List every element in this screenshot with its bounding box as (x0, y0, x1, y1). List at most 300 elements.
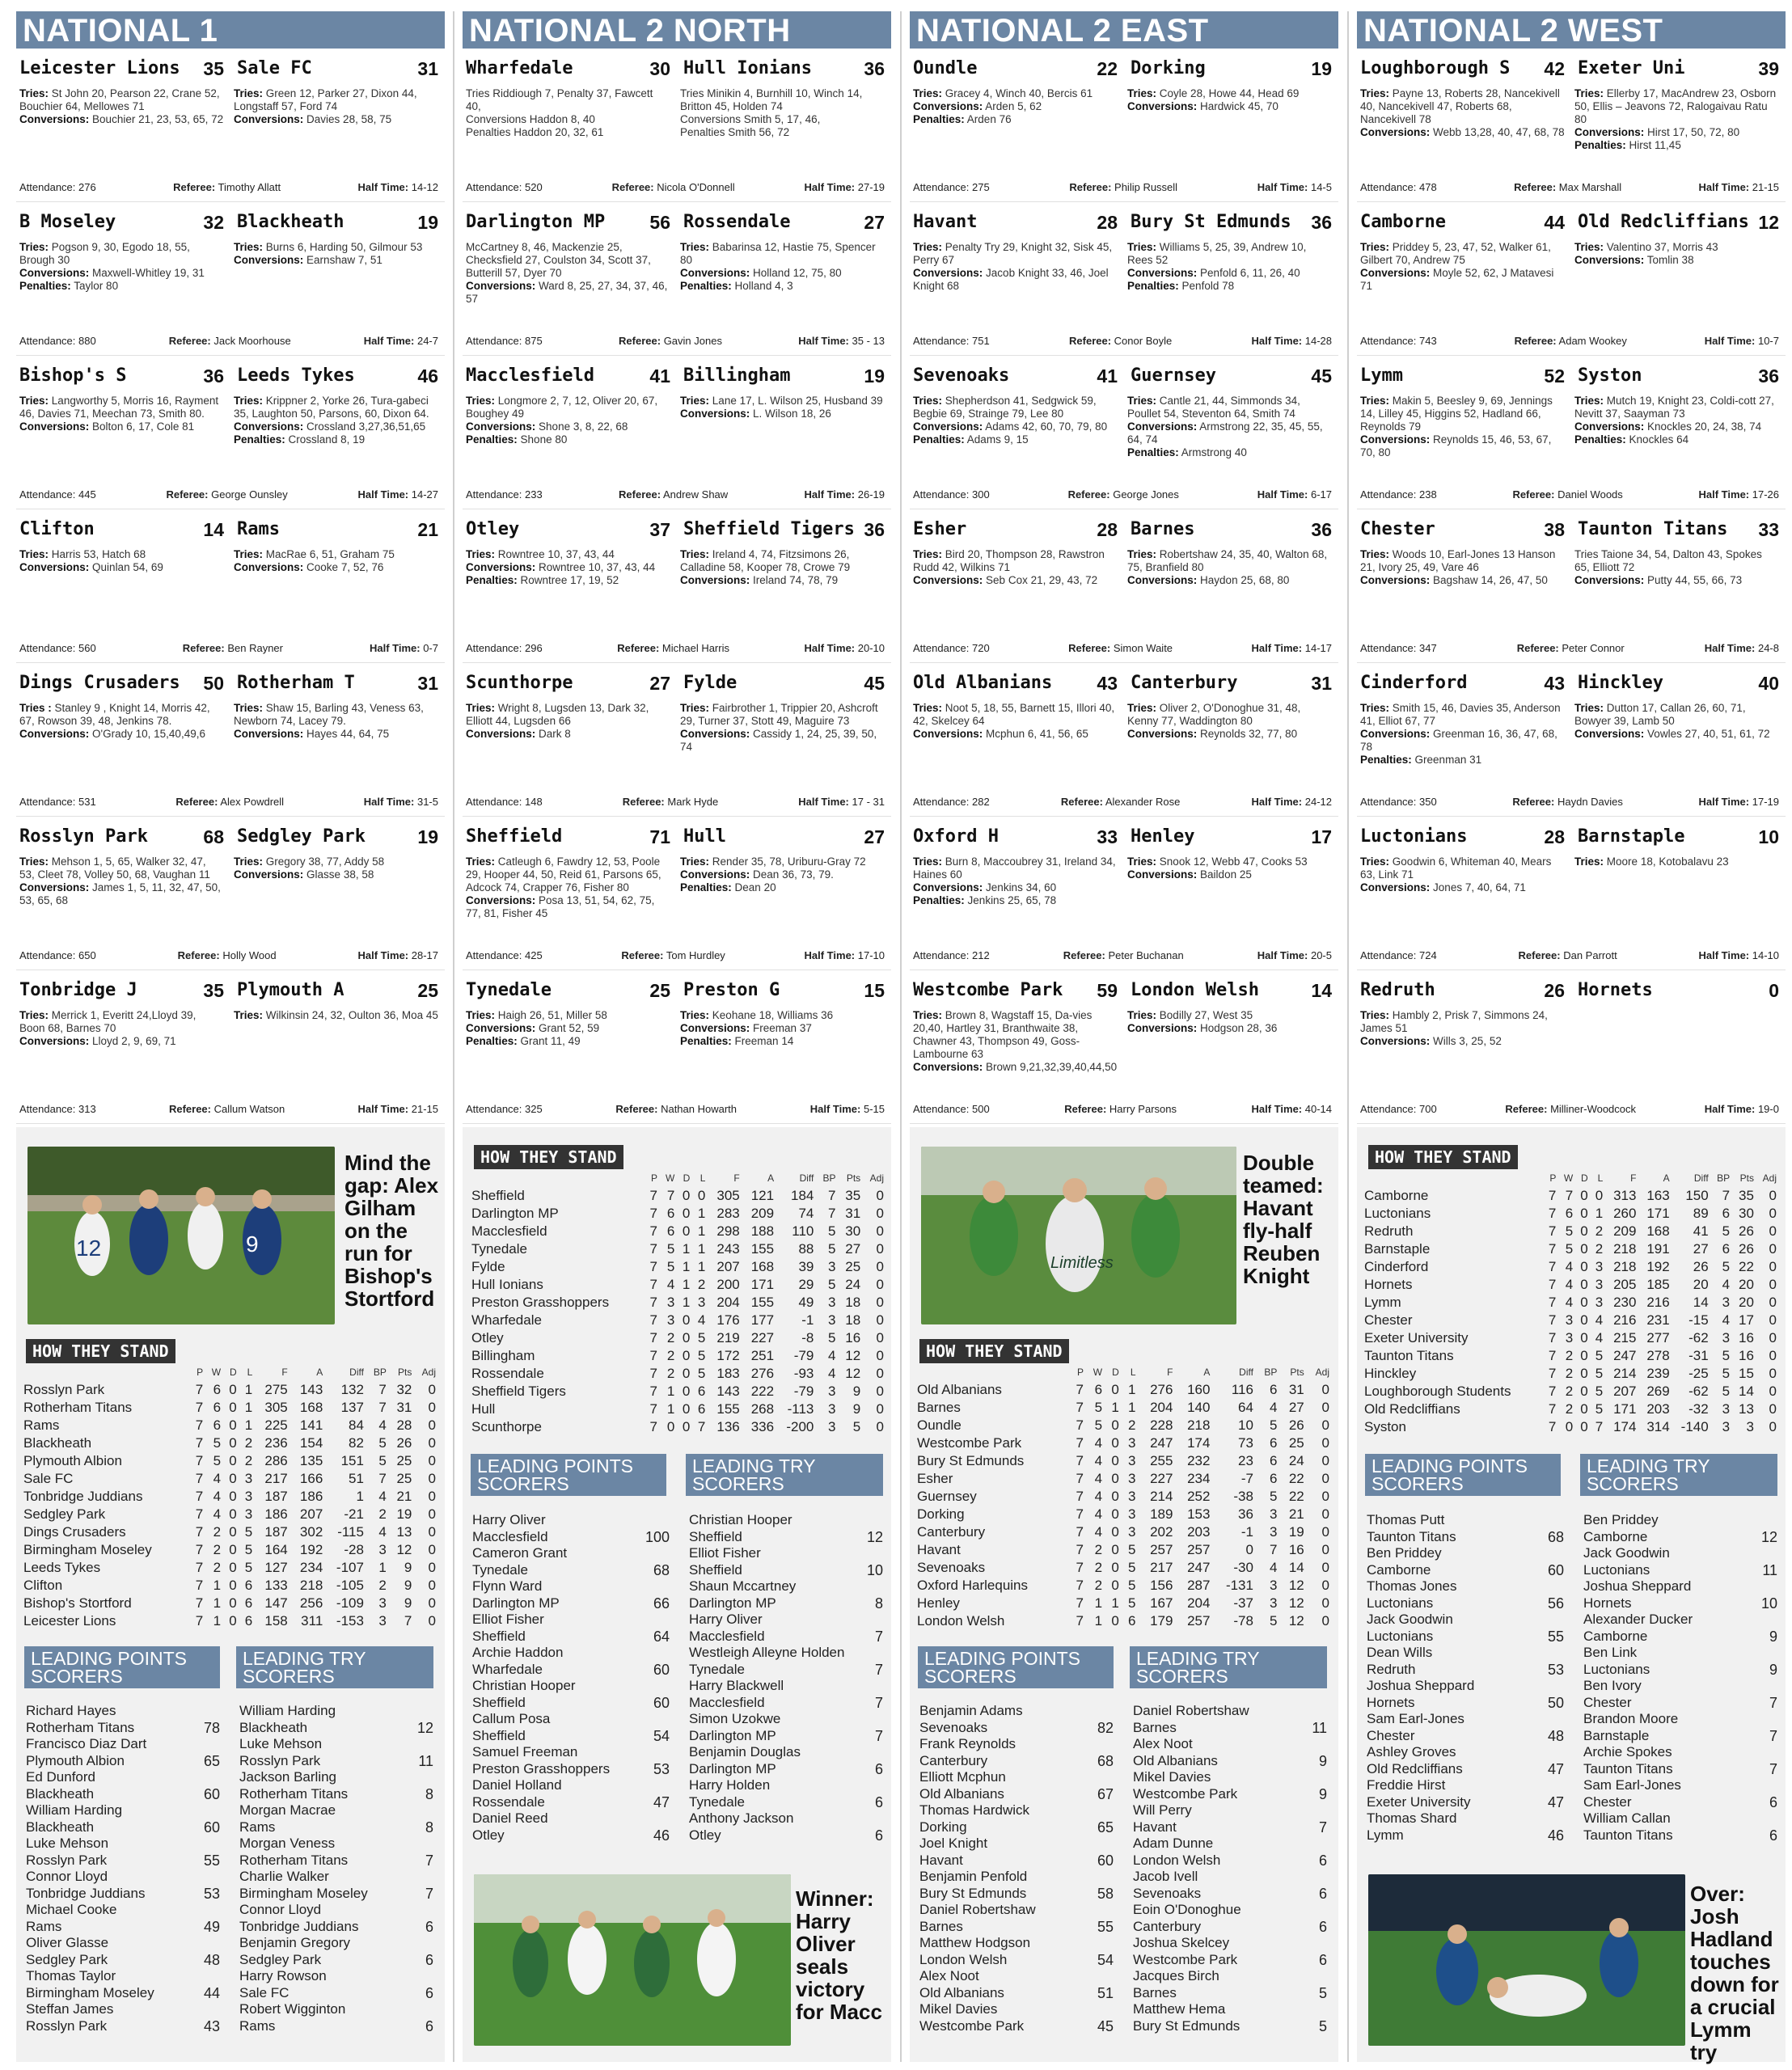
column-header: D (1112, 1367, 1119, 1378)
scorer-line (913, 702, 1118, 728)
player-club-row (1133, 1985, 1327, 2002)
scorer-type-label: Tries: (234, 855, 264, 868)
away-scorers (1571, 548, 1786, 587)
column-title: NATIONAL 2 WEST (1357, 11, 1786, 49)
attendance-value: 720 (972, 642, 990, 654)
scorer-line (466, 1009, 670, 1022)
player-club-row (26, 1819, 220, 1836)
match-report (1357, 817, 1786, 970)
player-name: Thomas Putt (1367, 1512, 1445, 1527)
half-time (364, 796, 438, 808)
scorers (910, 548, 1338, 587)
stat-cell: 167 (1150, 1595, 1173, 1611)
stat-cell: 4 (1595, 1312, 1604, 1328)
match-scoreline (16, 663, 445, 702)
scorers (1357, 548, 1786, 587)
scorer-line (913, 241, 1118, 267)
match-footer (466, 642, 885, 654)
player-club-row (1583, 1662, 1777, 1679)
stat-cell: 143 (716, 1384, 740, 1399)
stat-cell: 19 (1288, 1524, 1304, 1540)
match-scoreline (1357, 970, 1786, 1009)
scorer-line (19, 420, 224, 433)
stat-cell: 0 (1111, 1542, 1119, 1557)
home-scorers (1357, 548, 1571, 587)
half-time-value: 20-10 (857, 642, 885, 654)
home-team (910, 519, 1124, 548)
scorer-line (1127, 87, 1332, 100)
attendance (1360, 796, 1437, 808)
player-club-row (1583, 1728, 1777, 1745)
half-time (810, 1103, 885, 1115)
away-team (230, 212, 445, 241)
player-total: 60 (203, 1785, 220, 1802)
leader-entry (239, 1968, 433, 2001)
scorer-line (234, 420, 438, 433)
leader-entry (1367, 1777, 1564, 1810)
half-time-value: 24-8 (1757, 642, 1779, 654)
stat-cell: -113 (787, 1401, 814, 1417)
stat-cell: 28 (396, 1417, 412, 1433)
player-name: Benjamin Penfold (919, 1869, 1028, 1884)
player-total: 60 (203, 1819, 220, 1836)
stat-cell: 3 (666, 1312, 675, 1328)
scorer-text: Adams 9, 15 (966, 433, 1029, 446)
team-name: Rams (23, 1417, 60, 1433)
player-club: Tynedale (689, 1793, 745, 1810)
scorer-line (1127, 1022, 1332, 1035)
scorer-line (913, 574, 1118, 587)
player-club-row (1367, 1629, 1564, 1645)
stat-cell: 5 (828, 1277, 836, 1292)
column-header: F (1630, 1172, 1637, 1184)
player-club-row (1583, 1794, 1777, 1811)
stat-cell: 0 (1769, 1188, 1777, 1203)
scorer-type-label: Tries: (234, 1009, 264, 1021)
stat-cell: 5 (378, 1435, 387, 1451)
stat-cell: 5 (378, 1453, 387, 1468)
player-name: Frank Reynolds (919, 1736, 1016, 1751)
attendance-value: 148 (525, 796, 543, 808)
leader-entry (1583, 1711, 1777, 1744)
player-club-row (239, 1753, 433, 1770)
scorer-type-label: Penalties: (19, 280, 71, 292)
player-total: 10 (1760, 1595, 1777, 1612)
stat-cell: 18 (845, 1295, 861, 1310)
stat-cell: 172 (716, 1348, 740, 1363)
match-footer (1360, 181, 1779, 193)
stat-cell: -62 (1688, 1384, 1709, 1399)
column-title: NATIONAL 1 (16, 11, 445, 49)
stat-cell: 260 (1613, 1206, 1637, 1221)
player-total: 6 (1318, 1885, 1327, 1902)
match-footer (19, 1103, 438, 1115)
scorer-text: Green 12, Parker 27, Dixon 44, Longstaff 57, Ford 74 (234, 87, 417, 112)
scorer-line (1360, 433, 1565, 459)
scorer-text: Putty 44, 55, 66, 73 (1647, 574, 1743, 586)
scorer-line (913, 87, 1118, 100)
stat-cell: 3 (378, 1542, 387, 1557)
stat-cell: 0 (428, 1578, 436, 1593)
home-scorers (1357, 1009, 1571, 1048)
stat-cell: 6 (244, 1595, 253, 1611)
stat-cell: 4 (1094, 1435, 1103, 1451)
stat-cell: 7 (378, 1400, 387, 1415)
player-club-row (1133, 1720, 1327, 1737)
player-club: Exeter University (1367, 1793, 1471, 1810)
attendance-value: 282 (972, 796, 990, 808)
stat-cell: 0 (1111, 1489, 1119, 1504)
home-score: 27 (649, 673, 670, 694)
scorer-line (913, 855, 1118, 881)
stat-cell: 4 (213, 1506, 222, 1522)
stat-cell: 5 (1269, 1417, 1278, 1433)
scorer-text: Penalties Haddon 20, 32, 61 (466, 126, 604, 138)
referee-label: Referee: (166, 488, 209, 501)
stat-cell: 7 (195, 1453, 204, 1468)
player-club: Sedgley Park (239, 1951, 322, 1967)
away-scorers (1571, 702, 1786, 767)
scorer-text: Wills 3, 25, 52 (1433, 1035, 1502, 1047)
attendance-label: Attendance: (19, 1103, 76, 1115)
player-club: Westcombe Park (919, 2017, 1025, 2034)
stat-cell: 0 (666, 1419, 675, 1434)
stat-cell: 0 (1111, 1382, 1119, 1397)
stat-cell: 9 (404, 1560, 412, 1575)
scorer-line (680, 1009, 885, 1022)
stat-cell: 2 (213, 1560, 222, 1575)
away-scorers (230, 87, 445, 126)
player-club: Rotherham Titans (26, 1719, 135, 1735)
stat-cell: -25 (1688, 1366, 1709, 1381)
stat-cell: 7 (1076, 1489, 1084, 1504)
scorer-type-label: Penalties: (913, 894, 965, 906)
half-time (805, 181, 885, 193)
player-total: 46 (1547, 1827, 1564, 1844)
player-club-row (919, 1852, 1114, 1869)
half-time-value: 14-17 (1304, 642, 1332, 654)
player-total: 47 (653, 1793, 670, 1810)
stat-cell: -115 (337, 1524, 364, 1540)
player-total: 12 (866, 1528, 883, 1545)
team-name: Rossendale (471, 1366, 544, 1381)
leader-entry (1367, 1612, 1564, 1645)
scorer-text: Jenkins 25, 65, 78 (967, 894, 1057, 906)
home-scorers (16, 1009, 230, 1048)
player-club-row (919, 1886, 1114, 1903)
photo-caption: Double teamed: Havant fly-half Reuben Knight (1243, 1151, 1324, 1288)
scorer-line (466, 280, 670, 306)
half-time (358, 488, 438, 501)
attendance-label: Attendance: (19, 949, 76, 961)
scorer-text: Knockles 20, 24, 38, 74 (1647, 420, 1762, 433)
player-total: 6 (874, 1760, 883, 1777)
divider (900, 11, 902, 2062)
scorer-type-label: Tries: (913, 548, 943, 560)
column-header: F (733, 1172, 740, 1184)
player-club: Barnes (919, 1918, 963, 1934)
stat-cell: 3 (1269, 1506, 1278, 1522)
stat-cell: 127 (264, 1560, 288, 1575)
scorer-type-label: Tries: (680, 702, 710, 714)
stat-cell: 216 (1646, 1295, 1670, 1310)
stat-cell: 6 (244, 1578, 253, 1593)
stat-cell: -109 (336, 1595, 364, 1611)
stat-cell: 209 (750, 1206, 775, 1221)
match-report (910, 356, 1338, 509)
stat-cell: 7 (1548, 1259, 1557, 1274)
stat-cell: 4 (1565, 1295, 1574, 1310)
away-team (1571, 365, 1786, 395)
stat-cell: 232 (1187, 1453, 1211, 1468)
referee (623, 796, 719, 808)
column-header: BP (822, 1172, 836, 1184)
scorer-text: Stanley 9 , Knight 14, Morris 42, 67, Rowson 39, 48, Jenkins 78. (19, 702, 210, 727)
table-row (1362, 1383, 1779, 1400)
stat-cell: 31 (396, 1400, 412, 1415)
player-club: Tynedale (472, 1561, 528, 1578)
stat-cell: 22 (1739, 1259, 1754, 1274)
half-time-label: Half Time: (1251, 796, 1303, 808)
player-club: Hornets (1583, 1595, 1632, 1611)
stat-cell: 0 (1111, 1471, 1119, 1486)
player-total: 6 (425, 1918, 433, 1935)
player-club: Darlington MP (689, 1760, 776, 1776)
match-footer (466, 488, 885, 501)
player-club: Tonbridge Juddians (239, 1918, 359, 1934)
scorer-type-label: Tries: (1127, 241, 1157, 253)
home-score: 14 (203, 519, 224, 540)
team-name: Exeter University (1364, 1330, 1469, 1346)
player-club-row (689, 1728, 883, 1745)
scorer-text: Earnshaw 7, 51 (306, 254, 382, 266)
stat-cell: 7 (1548, 1384, 1557, 1399)
match-scoreline (1357, 49, 1786, 87)
scorer-type-label: Conversions: (19, 420, 90, 433)
player-name: Ben Priddey (1583, 1512, 1659, 1527)
stat-cell: 141 (299, 1417, 323, 1433)
stat-cell: 12 (1288, 1578, 1304, 1593)
stat-cell: 214 (1613, 1366, 1637, 1381)
stat-cell: 7 (195, 1400, 204, 1415)
scorer-type-label: Conversions: (913, 1061, 983, 1073)
stat-cell: 6 (1565, 1206, 1574, 1221)
player-club: Darlington MP (689, 1595, 776, 1611)
scorer-line (466, 420, 670, 433)
player-club: Luctonians (1367, 1628, 1434, 1644)
player-club: Preston Grasshoppers (472, 1760, 611, 1776)
stat-cell: 188 (750, 1223, 775, 1239)
player-club: Macclesfield (689, 1628, 765, 1644)
player-name: Morgan Macrae (239, 1802, 336, 1818)
stat-cell: 5 (828, 1223, 836, 1239)
home-score: 33 (1097, 826, 1118, 847)
stat-cell: 17 (1739, 1312, 1754, 1328)
stat-cell: 204 (1150, 1400, 1173, 1415)
scorer-type-label: Penalties: (1574, 139, 1626, 151)
away-team-name: Old Redcliffians (1578, 212, 1749, 232)
table-row (469, 1347, 886, 1365)
scorer-text: Webb 13,28, 40, 47, 68, 78 (1433, 126, 1565, 138)
team-name: Leicester Lions (23, 1613, 116, 1629)
scorer-line (1574, 254, 1779, 267)
referee-value: Jack Moorhouse (213, 335, 291, 347)
stat-cell: 3 (828, 1312, 836, 1328)
home-scorers (463, 87, 677, 139)
leader-entry (472, 1578, 670, 1612)
stat-cell: 3 (1128, 1506, 1136, 1522)
scorer-type-label: Penalties: (680, 280, 732, 292)
player-total: 60 (653, 1694, 670, 1711)
scorer-line (680, 395, 885, 408)
half-time-label: Half Time: (1698, 796, 1750, 808)
how-they-stand-heading: HOW THEY STAND (919, 1339, 1069, 1363)
scorer-text: Maxwell-Whitley 19, 31 (92, 267, 205, 279)
player-total: 100 (645, 1528, 670, 1545)
column-header: P (1549, 1172, 1557, 1184)
scorer-text: Goodwin 6, Whiteman 40, Mears 63, Link 71 (1360, 855, 1552, 881)
home-team (910, 212, 1124, 241)
home-score: 26 (1544, 980, 1565, 1001)
stat-cell: 25 (845, 1259, 861, 1274)
stat-cell: 7 (1076, 1453, 1084, 1468)
match-scoreline (910, 49, 1338, 87)
stat-cell: 202 (1150, 1524, 1173, 1540)
column-header: W (1093, 1367, 1103, 1378)
half-time-value: 14-12 (411, 181, 438, 193)
column-header: F (1167, 1367, 1173, 1378)
stat-cell: 5 (244, 1524, 253, 1540)
referee-value: Timothy Allatt (218, 181, 281, 193)
stat-cell: 166 (299, 1471, 323, 1486)
scorer-line (680, 548, 885, 574)
scorer-text: Vowles 27, 40, 51, 61, 72 (1647, 728, 1770, 740)
scorer-type-label: Conversions: (1574, 574, 1645, 586)
stat-cell: 217 (1150, 1560, 1173, 1575)
scorer-text: Shone 80 (520, 433, 568, 446)
scorer-type-label: Tries: (680, 548, 710, 560)
player-name: Matthew Hodgson (919, 1935, 1031, 1950)
team-name: Preston Grasshoppers (471, 1295, 610, 1310)
home-scorers (16, 548, 230, 574)
stat-cell: 7 (195, 1542, 204, 1557)
scorer-line (1127, 868, 1332, 881)
home-scorers (16, 241, 230, 293)
scorer-line (1574, 395, 1779, 420)
scorer-line (680, 881, 885, 894)
table-row (21, 1399, 438, 1417)
home-score: 42 (1544, 58, 1565, 79)
stat-cell: 49 (798, 1295, 814, 1310)
away-team (230, 980, 445, 1009)
leader-entry (1133, 1802, 1327, 1836)
home-scorers (463, 855, 677, 920)
scorers (910, 395, 1338, 459)
home-scorers (463, 241, 677, 306)
stat-cell: 1 (1094, 1595, 1103, 1611)
away-score: 36 (1311, 212, 1332, 233)
scorers (1357, 87, 1786, 152)
scorer-type-label: Tries: (1574, 395, 1604, 407)
match-report (16, 202, 445, 356)
column-header: Diff (1693, 1172, 1709, 1184)
player-total: 53 (203, 1885, 220, 1902)
stat-cell: -31 (1688, 1348, 1709, 1363)
scorer-text: Harris 53, Hatch 68 (51, 548, 146, 560)
stat-cell: 3 (1722, 1330, 1731, 1346)
stat-cell: 5 (1565, 1241, 1574, 1257)
attendance-value: 276 (78, 181, 96, 193)
stat-cell: -131 (1225, 1578, 1253, 1593)
away-team-name: Sale FC (237, 58, 312, 78)
referee (612, 181, 735, 193)
stat-cell: 0 (1111, 1417, 1119, 1433)
referee-label: Referee: (1060, 796, 1103, 808)
away-team-name: Hinckley (1578, 673, 1663, 693)
attendance-label: Attendance: (1360, 181, 1417, 193)
player-total: 9 (1769, 1628, 1777, 1645)
scorer-text: Hardwick 45, 70 (1200, 100, 1278, 112)
leading-points-heading: LEADING POINTS SCORERS (1365, 1454, 1561, 1496)
player-club-row (689, 1827, 883, 1844)
stat-cell: 133 (264, 1578, 288, 1593)
player-name: Alex Noot (1133, 1736, 1193, 1751)
leader-entry (1367, 1645, 1564, 1678)
referee-value: Mark Hyde (667, 796, 719, 808)
away-scorers (230, 548, 445, 574)
scorer-type-label: Tries: (1574, 702, 1604, 714)
scorer-text: Freeman 37 (753, 1022, 812, 1034)
stat-cell: 0 (1580, 1366, 1588, 1381)
attendance (1360, 949, 1437, 961)
player-club: Otley (472, 1827, 505, 1843)
stat-cell: 5 (1094, 1417, 1103, 1433)
stat-cell: 1 (213, 1613, 222, 1629)
away-scorers (677, 702, 891, 754)
player-club-row (239, 1952, 433, 1969)
scorer-type-label: Conversions: (19, 728, 90, 740)
player-club-row (1367, 1794, 1564, 1811)
stat-cell: 7 (1076, 1435, 1084, 1451)
stat-cell: 0 (1769, 1401, 1777, 1417)
leader-entry (1583, 1612, 1777, 1645)
scorer-text: Armstrong 22, 35, 45, 55, 64, 74 (1127, 420, 1323, 446)
player-club-row (689, 1794, 883, 1811)
stat-cell: 7 (828, 1206, 836, 1221)
scorer-text: Penfold 6, 11, 26, 40 (1200, 267, 1300, 279)
attendance (466, 642, 543, 654)
home-team (463, 980, 677, 1009)
stat-cell: 7 (649, 1188, 657, 1203)
player-club-row (1583, 1827, 1777, 1844)
referee-label: Referee: (177, 949, 220, 961)
half-time-label: Half Time: (1704, 335, 1756, 347)
half-time-label: Half Time: (357, 181, 409, 193)
away-scorers (230, 855, 445, 907)
stat-cell: 19 (396, 1506, 412, 1522)
match-footer (466, 949, 885, 961)
scorer-text: Bodilly 27, West 35 (1159, 1009, 1253, 1021)
table-row (469, 1383, 886, 1400)
player-club: Bury St Edmunds (1133, 2017, 1240, 2034)
away-score: 36 (1758, 365, 1779, 387)
match-footer (1360, 1103, 1779, 1115)
scorer-type-label: Conversions: (680, 1022, 750, 1034)
home-scorers (1357, 87, 1571, 152)
stat-cell: 311 (301, 1613, 323, 1629)
player-club-row (919, 1753, 1114, 1770)
player-club: Rams (239, 1819, 276, 1835)
